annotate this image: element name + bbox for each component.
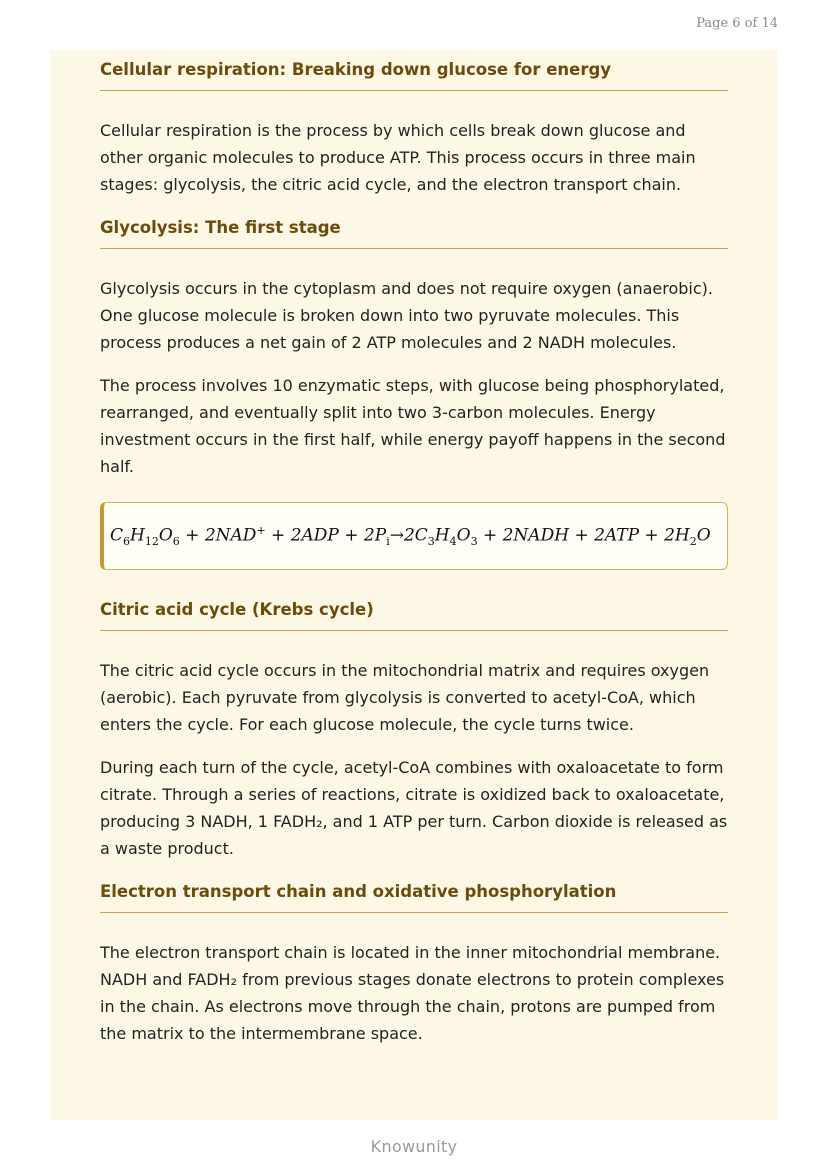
section-heading: Citric acid cycle (Krebs cycle) xyxy=(100,600,374,619)
section-cellular-respiration xyxy=(100,50,728,198)
paragraph: The electron transport chain is located in the inner mitochondrial membrane. NADH and FADH₂ from previous stages donate electrons to protein complexes in the chain. As electrons move through the chain, protons are pumped from the matrix to the intermembrane space. xyxy=(100,943,725,1043)
section-heading: Glycolysis: The first stage xyxy=(100,218,341,237)
section-citric-acid-cycle xyxy=(100,594,728,862)
equation-box xyxy=(100,502,728,570)
section-electron-transport-chain xyxy=(100,876,728,1047)
paragraph: The citric acid cycle occurs in the mitochondrial matrix and requires oxygen (aerobic). Each pyruvate from glycolysis is converted to acetyl-CoA, which enters the cycle. For each glucose molecule, the cycle turns twice. xyxy=(100,661,710,734)
content-card xyxy=(50,50,778,1120)
section-glycolysis xyxy=(100,212,728,570)
paragraph: Cellular respiration is the process by which cells break down glucose and other organic molecules to produce ATP. This process occurs in three main stages: glycolysis, the citric acid cycle, and the electron transport chain. xyxy=(100,121,696,194)
section-heading: Cellular respiration: Breaking down glucose for energy xyxy=(100,60,612,79)
heading-divider xyxy=(100,630,728,631)
section-heading: Electron transport chain and oxidative phosphorylation xyxy=(100,882,617,901)
paragraph: The process involves 10 enzymatic steps, with glucose being phosphorylated, rearranged, and eventually split into two 3-carbon molecules. Energy investment occurs in the first half, while energy payoff happens in the second half. xyxy=(100,376,726,476)
heading-divider xyxy=(100,912,728,913)
glycolysis-equation: $C_6H_{12}O_6 + 2NAD^+ + 2ADP + 2P_i\to 2C_3H_4O_3$ + 2NADH + $2ATP + 2H_2O$ xyxy=(110,523,711,549)
footer-brand: Knowunity xyxy=(370,1137,458,1156)
heading-divider xyxy=(100,248,728,249)
paragraph: Glycolysis occurs in the cytoplasm and does not require oxygen (anaerobic). One glucose molecule is broken down into two pyruvate molecules. This process produces a net gain of 2 ATP molecules and 2 NADH molecules. xyxy=(100,279,713,352)
paragraph: During each turn of the cycle, acetyl-CoA combines with oxaloacetate to form citrate. Through a series of reactions, citrate is oxidized back to oxaloacetate, producing 3 NADH, 1 FADH₂, and 1 ATP per turn. Carbon dioxide is released as a waste product. xyxy=(100,758,728,858)
page-number: Page 6 of 14 xyxy=(696,16,778,31)
heading-divider xyxy=(100,90,728,91)
